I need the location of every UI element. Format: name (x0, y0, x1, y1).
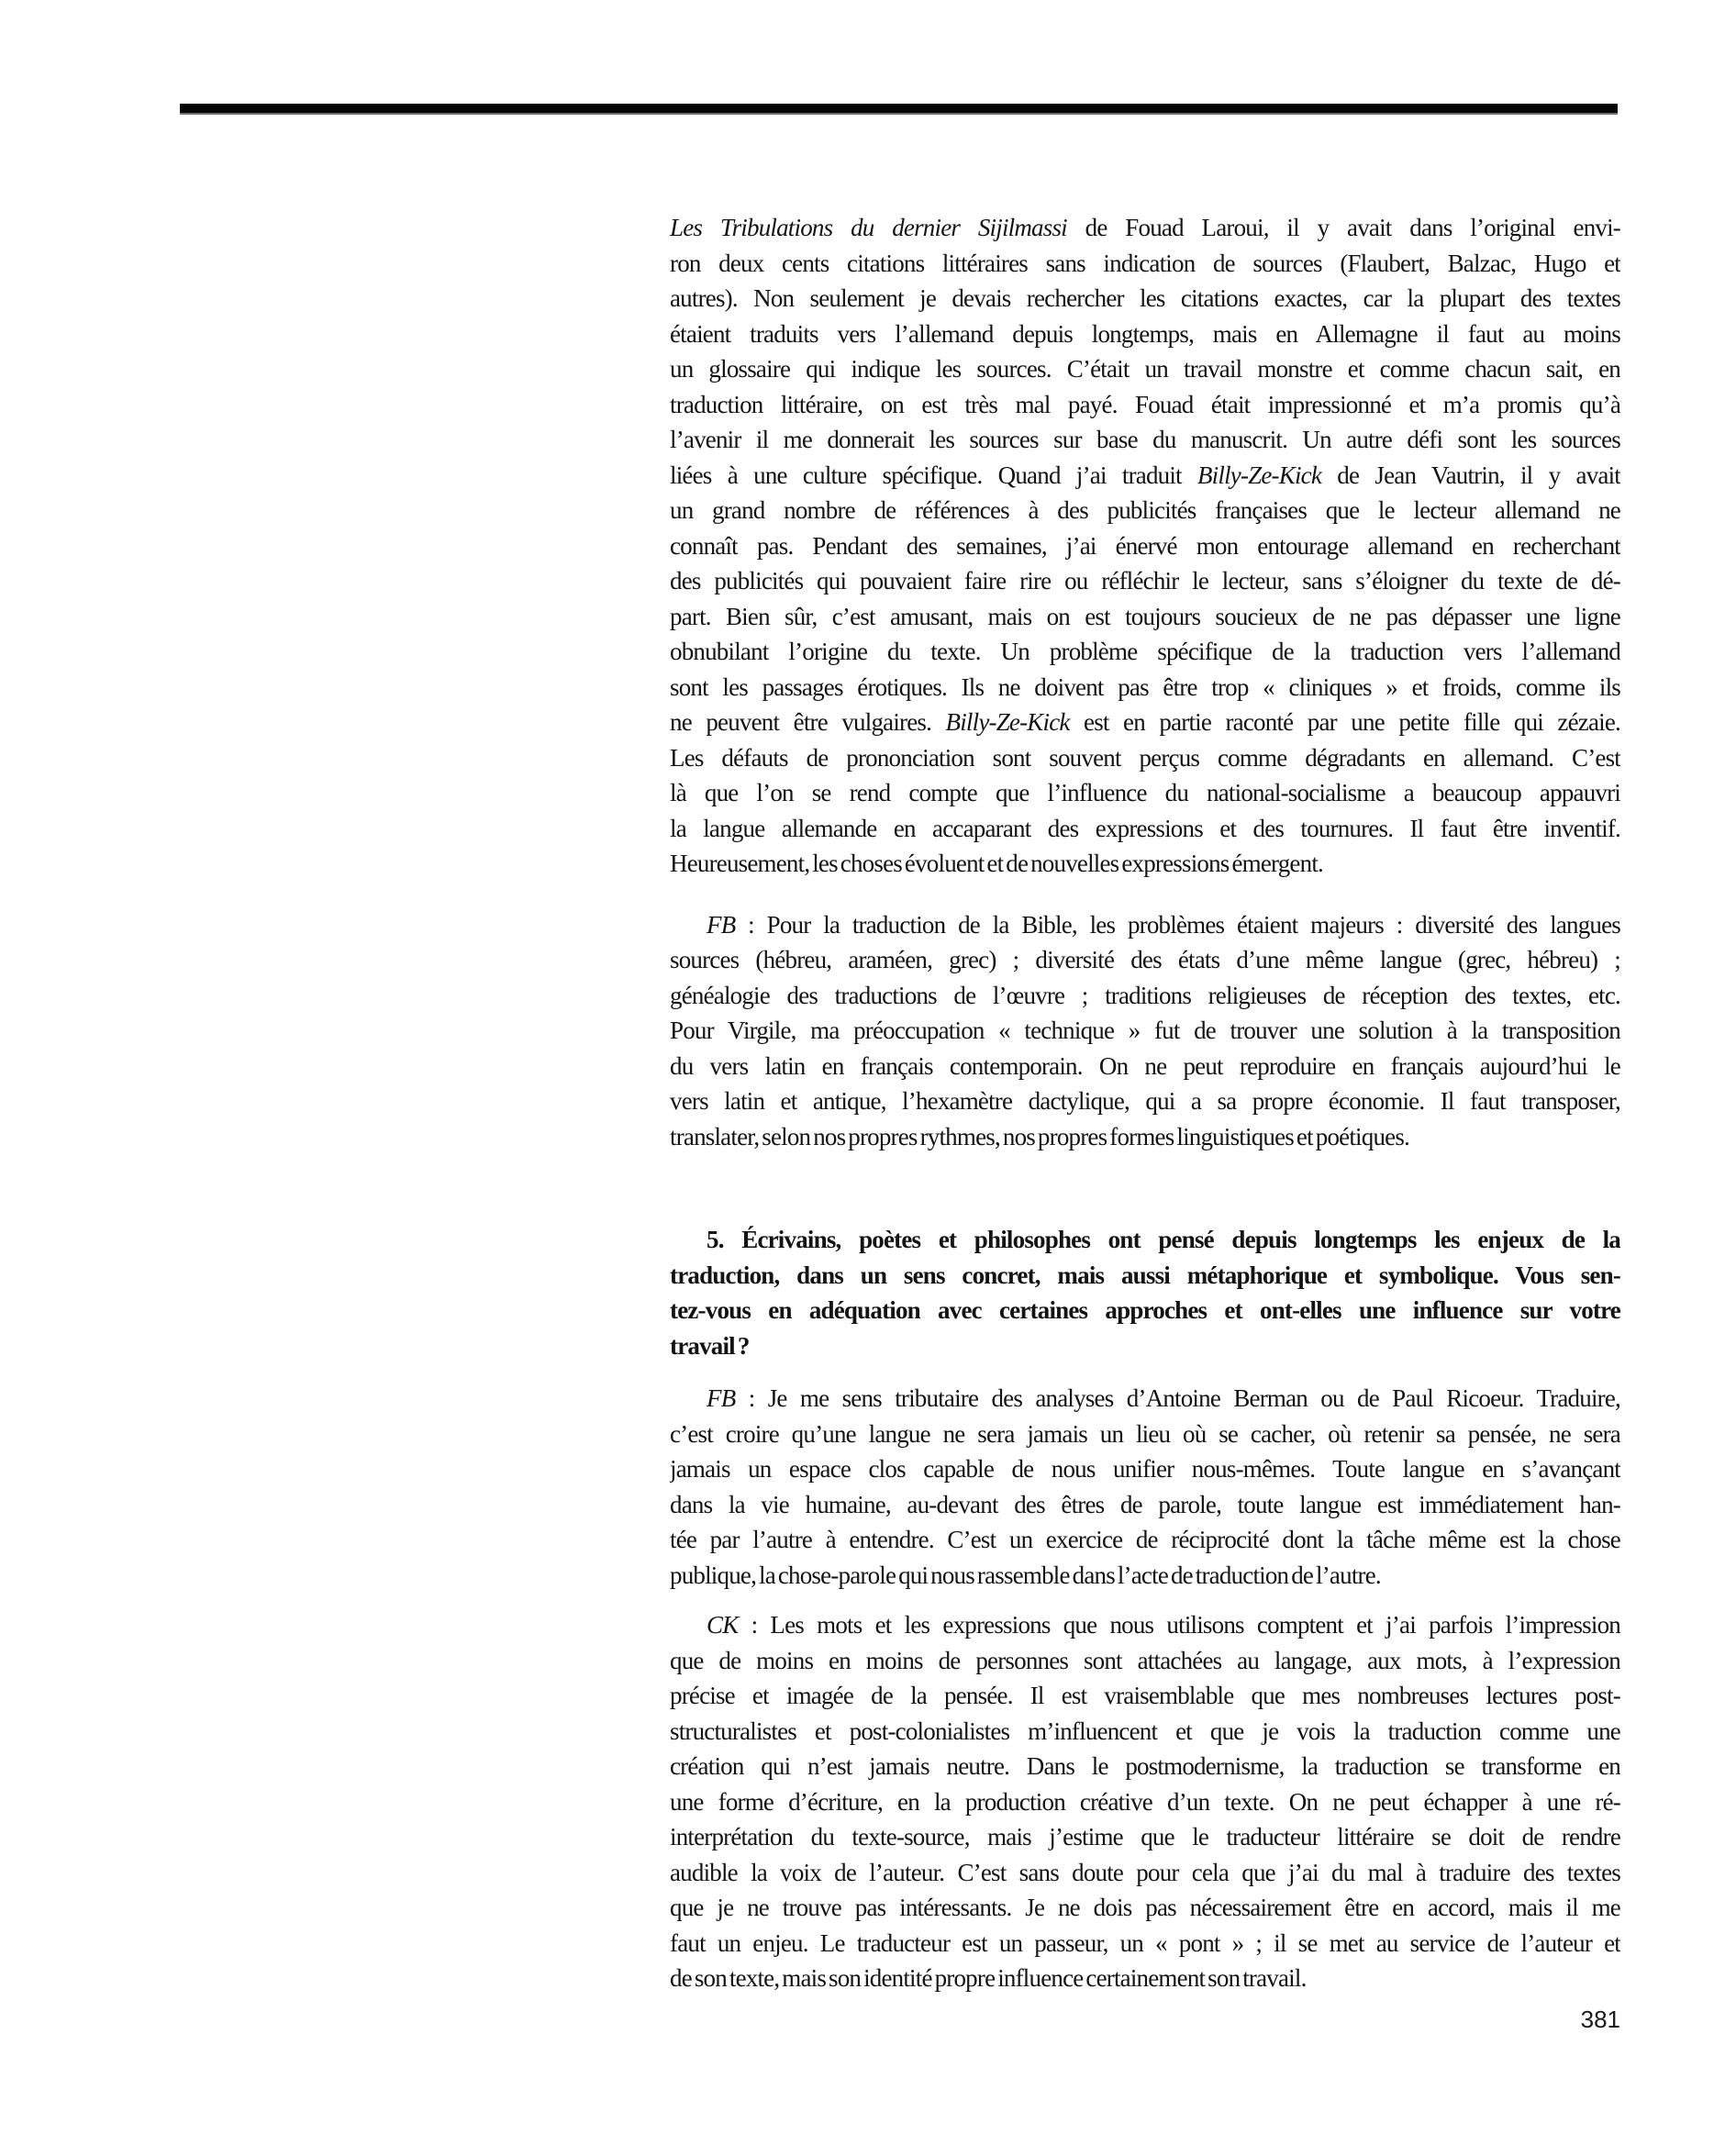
text-run: interprétation du texte-source, mais j’estime que le traducteur littéraire se doit de rendre (670, 1823, 1620, 1850)
text-run: faut un enjeu. Le traducteur est un passeur, un « pont » ; il se met au service de l’auteur et (670, 1928, 1620, 1957)
text-run: Pour Virgile, ma préoccupation « technique » fut de trouver une solution à la transposition (670, 1017, 1620, 1044)
text-line (670, 1678, 1620, 1714)
text-run: un grand nombre de références à des publicités françaises que le lecteur allemand ne (670, 496, 1620, 524)
text-run: de Jean Vautrin, il y avait (1321, 461, 1620, 489)
text-run: de son texte, mais son identité propre influence certainement son travail. (670, 1964, 1307, 1992)
italic-text-run: FB (707, 1384, 736, 1412)
text-line (670, 670, 1620, 706)
text-run: ne peuvent être vulgaires. (670, 708, 946, 736)
page-number: 381 (1580, 2006, 1620, 2033)
text-line (670, 387, 1620, 423)
text-line (670, 563, 1620, 599)
italic-text-run: FB (707, 910, 736, 939)
text-run: sont les passages érotiques. Ils ne doivent pas être trop « cliniques » et froids, comme ils (670, 672, 1620, 701)
text-line (670, 705, 1620, 740)
text-line (670, 1049, 1620, 1084)
text-line (670, 1258, 1620, 1294)
text-line (670, 1961, 1620, 1996)
text-run: sources (hébreu, araméen, grec) ; diversité des états d’une même langue (grec, hébreu) ; (670, 946, 1620, 973)
paragraph-fb-bible (670, 907, 1620, 1155)
text-run: tez-vous en adéquation avec certaines approches et ont-elles une influence sur votre (670, 1296, 1620, 1324)
text-line (670, 1328, 1620, 1364)
text-column (670, 210, 1620, 1996)
text-run: structuralistes et post-colonialistes m’influencent et que je vois la traduction comme une (670, 1717, 1620, 1745)
text-run: publique, la chose-parole qui nous rassemble dans l’acte de traduction de l’autre. (670, 1561, 1381, 1589)
text-line (670, 317, 1620, 352)
text-run: jamais un espace clos capable de nous unifier nous-mêmes. Toute langue en s’avançant (670, 1455, 1620, 1483)
text-run: l’avenir il me donnerait les sources sur base du manuscrit. Un autre défi sont les sources (670, 426, 1620, 453)
text-line (670, 1119, 1620, 1155)
text-run: du vers latin en français contemporain. On ne peut reproduire en français aujourd’hui le (670, 1051, 1620, 1080)
paragraph-sijilmassi-billy-ze-kick (670, 210, 1620, 882)
text-run: la langue allemande en accaparant des expressions et des tournures. Il faut être inventif. (670, 814, 1620, 842)
paragraph-fb-berman (670, 1381, 1620, 1593)
text-run: de Fouad Laroui, il y avait dans l’original envi- (1066, 214, 1620, 241)
text-run: traduction, dans un sens concret, mais aussi métaphorique et symbolique. Vous sen- (670, 1261, 1620, 1289)
text-run: est en partie raconté par une petite fille qui zézaie. (1069, 708, 1620, 736)
text-line (670, 634, 1620, 670)
text-run: vers latin et antique, l’hexamètre dactylique, qui a sa propre économie. Il faut transposer, (670, 1087, 1620, 1115)
text-line (670, 528, 1620, 564)
text-line (670, 210, 1620, 246)
text-line (670, 1013, 1620, 1049)
text-line (670, 1926, 1620, 1962)
text-run: tée par l’autre à entendre. C’est un exercice de réciprocité dont la tâche même est la chose (670, 1526, 1620, 1553)
text-run: : Pour la traduction de la Bible, les problèmes étaient majeurs : diversité des langues (735, 910, 1620, 939)
text-line (670, 1784, 1620, 1820)
text-run: dans la vie humaine, au-devant des êtres de parole, toute langue est immédiatement han- (670, 1490, 1620, 1518)
text-line (670, 1487, 1620, 1523)
paragraph-ck-mots (670, 1607, 1620, 1996)
text-line (670, 942, 1620, 978)
text-run: des publicités qui pouvaient faire rire ou réfléchir le lecteur, sans s’éloigner du texte de dé- (670, 567, 1620, 595)
text-run: liées à une culture spécifique. Quand j’ai traduit (670, 461, 1197, 489)
text-line (670, 1381, 1620, 1417)
text-run: : Je me sens tributaire des analyses d’Antoine Berman ou de Paul Ricoeur. Traduire, (735, 1384, 1620, 1412)
text-line (670, 1890, 1620, 1926)
text-run: traduction littéraire, on est très mal payé. Fouad était impressionné et m’a promis qu’à (670, 390, 1620, 418)
text-line (670, 775, 1620, 811)
text-line (670, 246, 1620, 282)
italic-text-run: CK (707, 1611, 739, 1639)
text-run: généalogie des traductions de l’œuvre ; traditions religieuses de réception des textes, etc. (670, 981, 1620, 1009)
text-run: connaît pas. Pendant des semaines, j’ai énervé mon entourage allemand en recherchant (670, 531, 1620, 560)
text-line (670, 978, 1620, 1014)
text-run: un glossaire qui indique les sources. C’était un travail monstre et comme chacun sait, en (670, 355, 1620, 383)
italic-text-run: Les Tribulations du dernier Sijilmassi (670, 214, 1067, 241)
text-run: là que l’on se rend compte que l’influence du national-socialisme a beaucoup appauvri (670, 779, 1620, 806)
text-line (670, 1749, 1620, 1784)
text-line (670, 907, 1620, 943)
text-line (670, 1451, 1620, 1487)
text-line (670, 351, 1620, 387)
text-line (670, 493, 1620, 528)
text-line (670, 1819, 1620, 1855)
text-line (670, 1222, 1620, 1258)
text-run: obnubilant l’origine du texte. Un problème spécifique de la traduction vers l’allemand (670, 638, 1620, 665)
text-run: 5. Écrivains, poètes et philosophes ont pensé depuis longtemps les enjeux de la (707, 1226, 1620, 1253)
text-run: : Les mots et les expressions que nous utilisons comptent et j’ai parfois l’impression (738, 1611, 1620, 1639)
text-line (670, 1607, 1620, 1643)
text-line (670, 811, 1620, 847)
italic-text-run: Billy-Ze-Kick (945, 708, 1070, 736)
text-run: que je ne trouve pas intéressants. Je ne dois pas nécessairement être en accord, mais il me (670, 1894, 1620, 1921)
text-run: c’est croire qu’une langue ne sera jamais un lieu où se cacher, où retenir sa pensée, ne sera (670, 1419, 1620, 1448)
italic-text-run: Billy-Ze-Kick (1196, 461, 1322, 489)
text-line (670, 1558, 1620, 1594)
text-line (670, 1714, 1620, 1750)
text-run: une forme d’écriture, en la production créative d’un texte. On ne peut échapper à une ré- (670, 1787, 1620, 1816)
text-line (670, 281, 1620, 317)
text-line (670, 846, 1620, 882)
text-run: que de moins en moins de personnes sont attachées au langage, aux mots, à l’expression (670, 1646, 1620, 1674)
text-run: translater, selon nos propres rythmes, nos propres formes linguistiques et poétiques. (670, 1122, 1410, 1150)
header-rule (180, 104, 1618, 115)
text-run: Heureusement, les choses évoluent et de nouvelles expressions émergent. (670, 850, 1323, 877)
text-line (670, 1643, 1620, 1679)
text-line (670, 458, 1620, 494)
text-run: audible la voix de l’auteur. C’est sans doute pour cela que j’ai du mal à traduire des textes (670, 1858, 1620, 1886)
text-line (670, 1293, 1620, 1328)
text-line (670, 599, 1620, 635)
text-run: précise et imagée de la pensée. Il est vraisemblable que mes nombreuses lectures post- (670, 1682, 1620, 1709)
text-line (670, 1084, 1620, 1119)
text-run: étaient traduits vers l’allemand depuis longtemps, mais en Allemagne il faut au moins (670, 319, 1620, 348)
text-line (670, 1855, 1620, 1891)
heading-question-5 (670, 1222, 1620, 1363)
text-line (670, 1522, 1620, 1558)
text-line (670, 422, 1620, 458)
text-run: travail ? (670, 1331, 750, 1360)
text-run: création qui n’est jamais neutre. Dans le postmodernisme, la traduction se transforme en (670, 1752, 1620, 1780)
text-line (670, 1417, 1620, 1452)
text-run: Les défauts de prononciation sont souvent perçus comme dégradants en allemand. C’est (670, 743, 1620, 772)
text-run: ron deux cents citations littéraires sans indication de sources (Flaubert, Balzac, Hugo et (670, 249, 1620, 277)
text-run: autres). Non seulement je devais rechercher les citations exactes, car la plupart des textes (670, 284, 1620, 312)
text-run: part. Bien sûr, c’est amusant, mais on est toujours soucieux de ne pas dépasser une ligne (670, 602, 1620, 630)
text-line (670, 740, 1620, 776)
